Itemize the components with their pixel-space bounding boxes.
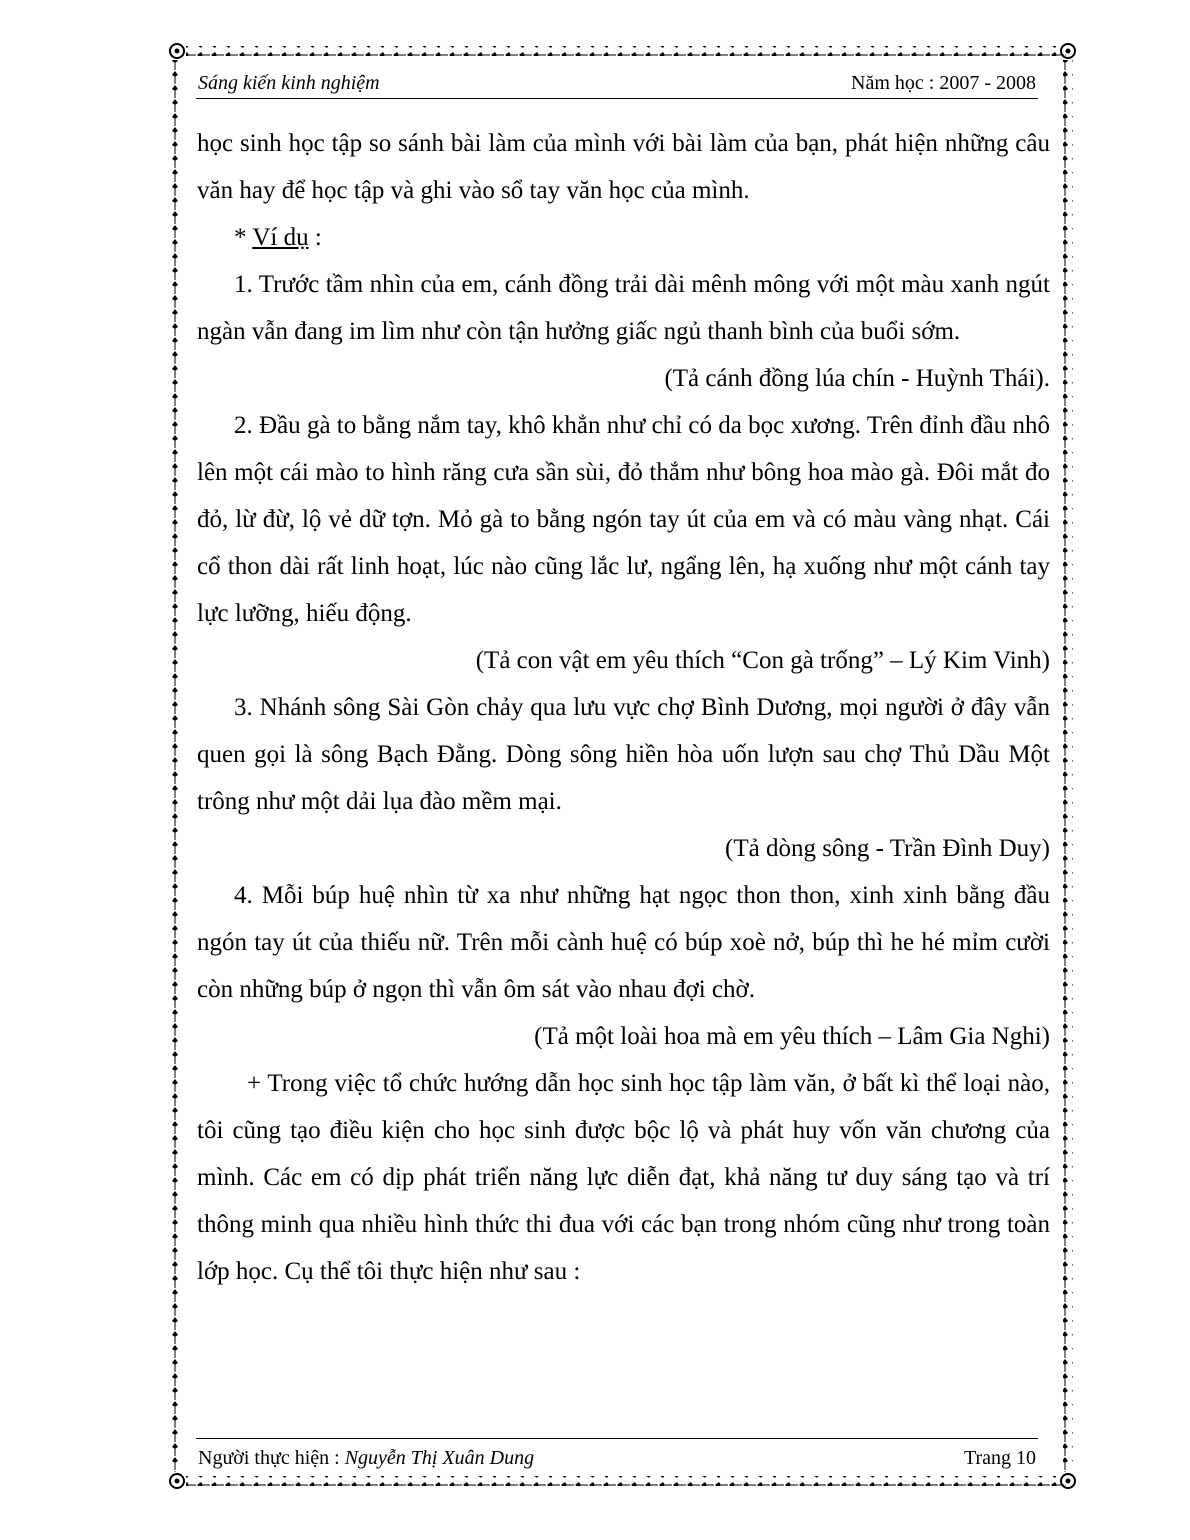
page-number: Trang 10 (963, 1447, 1036, 1469)
example-3-source: (Tả dòng sông - Trần Đình Duy) (725, 835, 1050, 862)
author-label: Người thực hiện : (198, 1447, 345, 1469)
example-suffix: : (308, 224, 322, 251)
intro-paragraph: học sinh học tập so sánh bài làm của mình với bài làm của bạn, phát hiện những câu văn hay để học tập và ghi vào sổ tay văn học của mình. (197, 130, 1050, 204)
example-4-source: (Tả một loài hoa mà em yêu thích – Lâm Gia Nghi) (534, 1023, 1050, 1050)
page-footer (196, 1438, 1038, 1475)
example-2-text: 2. Đầu gà to bằng nắm tay, khô khẳn như chỉ có da bọc xương. Trên đỉnh đầu nhô lên một cái mào to hình răng cưa sần sùi, đỏ thắm như bông hoa mào gà. Đôi mắt đo đỏ, lừ đừ, lộ vẻ dữ tợn. Mỏ gà to bằng ngón tay út của em và có màu vàng nhạt. Cái cổ thon dài rất linh hoạt, lúc nào cũng lắc lư, ngẩng lên, hạ xuống như một cánh tay lực lưỡng, hiếu động. (197, 412, 1050, 627)
header-title: Sáng kiến kinh nghiệm (198, 72, 380, 94)
document-body (197, 120, 1050, 1295)
example-3-text: 3. Nhánh sông Sài Gòn chảy qua lưu vực chợ Bình Dương, mọi người ở đây vẫn quen gọi là sông Bạch Đằng. Dòng sông hiền hòa uốn lượn sau chợ Thủ Dầu Một trông như một dải lụa đào mềm mại. (197, 694, 1050, 815)
example-1-source: (Tả cánh đồng lúa chín - Huỳnh Thái). (664, 365, 1050, 392)
example-prefix: * (234, 224, 253, 251)
closing-paragraph: + Trong việc tổ chức hướng dẫn học sinh học tập làm văn, ở bất kì thể loại nào, tôi cũng tạo điều kiện cho học sinh được bộc lộ và phát huy vốn văn chương của mình. Các em có dịp phát triển năng lực diễn đạt, khả năng tư duy sáng tạo và trí thông minh qua nhiều hình thức thi đua với các bạn trong nhóm cũng như trong toàn lớp học. Cụ thể tôi thực hiện như sau : (197, 1070, 1050, 1285)
author-name: Nguyễn Thị Xuân Dung (344, 1447, 535, 1469)
example-heading (197, 214, 1050, 261)
example-4-text: 4. Mỗi búp huệ nhìn từ xa như những hạt ngọc thon thon, xinh xinh bằng đầu ngón tay út của thiếu nữ. Trên mỗi cành huệ có búp xoè nở, búp thì he hé mỉm cười còn những búp ở ngọn thì vẫn ôm sát vào nhau đợi chờ. (197, 882, 1050, 1003)
example-1-text: 1. Trước tầm nhìn của em, cánh đồng trải dài mênh mông với một màu xanh ngút ngàn vẫn đang im lìm như còn tận hưởng giấc ngủ thanh bình của buổi sớm. (197, 271, 1050, 345)
footer-author (198, 1447, 534, 1470)
example-label: Ví dụ (252, 224, 309, 251)
header-year: Năm học : 2007 - 2008 (851, 72, 1036, 94)
example-2-source: (Tả con vật em yêu thích “Con gà trống” – Lý Kim Vinh) (475, 647, 1050, 674)
page-header (196, 70, 1038, 99)
